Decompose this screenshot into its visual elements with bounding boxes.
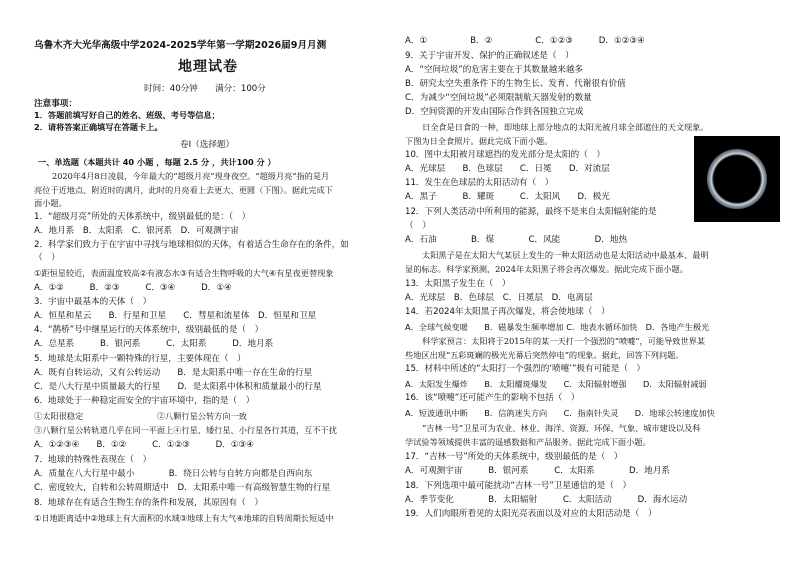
question-6: 6．地球处于一种稳定而安全的宇宙环境中，指的是（ ） xyxy=(34,396,255,406)
question-options: D．空间资源的开发由国际合作到各国独立完成 xyxy=(405,107,584,117)
question-6-items: ③八颗行星公转轨道几乎在同一平面上④行星、矮行星、小行星各行其道，互不干扰 xyxy=(34,425,337,435)
question-options: C．是八大行星中质量最大的行星 D．是太阳系中体积和质量最小的行星 xyxy=(34,382,322,392)
question-options: A．①②③④ B．①② C．①②③ D．①③④ xyxy=(34,440,254,450)
question-options: A．①② B．②③ C．③④ D．①④ xyxy=(34,283,232,293)
question-options: A．短波通讯中断 B．信鸽迷失方向 C．指南针失灵 D．地球公转速度加快 xyxy=(405,408,715,418)
volume-label: 卷Ⅰ（选择题） xyxy=(180,140,235,150)
passage-line: 面小题。 xyxy=(34,198,67,208)
question-options: A．光球层 B．色球层 C．日冕 D．对流层 xyxy=(405,164,610,174)
passage-line: “吉林一号”卫星可为农业、林业、海洋、资源、环保、气象、城市建设以及科 xyxy=(422,423,701,433)
question-options: A．质量在八大行星中最小 B．绕日公转与自转方向都是自西向东 xyxy=(34,469,313,479)
question-8-items: ①日地距离适中②地球上有大面积的水域③地球上有大气④地球的自转周期长短适中 xyxy=(34,513,334,523)
passage-line: 亮位于近地点、附近时的满月，此时的月亮看上去更大、更圆（下图）。据此完成下 xyxy=(34,185,333,195)
notice-item: 2．请将答案正确填写在答题卡上。 xyxy=(34,122,163,132)
section-heading: 一、单选题（本题共计 40 小题 ，每题 2.5 分 ，共计100 分 ） xyxy=(38,157,276,167)
question-options: A．恒星和星云 B．行星和卫星 C．彗星和流星体 D．恒星和卫星 xyxy=(34,311,317,321)
solar-eclipse-photo xyxy=(694,136,780,222)
passage-line: 下图为日全食照片。据此完成下面小题。 xyxy=(405,136,553,146)
question-2-blank: （ ） xyxy=(34,253,60,263)
time-score: 时间：40分钟 满分：100分 xyxy=(144,84,266,94)
question-options: A．黑子 B．耀斑 C．太阳风 D．极光 xyxy=(405,192,610,202)
passage-line: 太阳黑子是在太阳大气某层上发生的一种太阳活动也是太阳活动中最基本、最明 xyxy=(422,250,709,260)
passage-line: 2020年4月8日凌晨，今年最大的“超级月亮”现身夜空。“超级月亮”指的是月 xyxy=(52,171,330,181)
question-options: A．石油 B．煤 C．风能 D．地热 xyxy=(405,235,628,245)
question-2: 2．科学家们致力于在宇宙中寻找与地球相似的天体，有着适合生命存在的条件，如 xyxy=(34,240,349,250)
question-5: 5．地球是太阳系中一颗特殊的行星，主要体现在（ ） xyxy=(34,354,246,364)
passage-line: 显的标志。科学家预测，2024年太阳黑子将会再次爆发。据此完成下面小题。 xyxy=(405,264,688,274)
question-options: A．太阳发生爆炸 B．太阳耀斑爆发 C．太阳辐射增强 D．太阳辐射减弱 xyxy=(405,379,707,389)
question-15: 15．材料中所述的“太阳打一个强烈的‘喷嚏’”极有可能是（ ） xyxy=(405,364,646,374)
passage-line: 科学家预言：太阳将于2015年的某一天打一个强烈的“喷嚏”，可能导致世界某 xyxy=(422,336,706,346)
exam-header: 乌鲁木齐大光华高级中学2024-2025学年第一学期2026届9月月测 xyxy=(34,40,327,51)
question-options: C．为减少“空间垃圾”必须限制航天器发射的数量 xyxy=(405,93,592,103)
question-6-items: ①太阳很稳定 ②八颗行星公转方向一致 xyxy=(34,411,247,421)
question-11: 11．发生在色球层的太阳活动有（ ） xyxy=(405,178,554,188)
notice-heading: 注意事项： xyxy=(34,99,77,109)
question-options: A．季节变化 B．太阳辐射 C．太阳活动 D．海水运动 xyxy=(405,495,688,505)
question-options: A．总星系 B．银河系 C．太阳系 D．地月系 xyxy=(34,339,274,349)
question-1: 1．“超级月亮”所处的天体系统中，级别最低的是：（ ） xyxy=(34,212,251,222)
question-14: 14．若2024年太阳黑子再次爆发，将会使地球（ ） xyxy=(405,307,610,317)
passage-line: 日全食是日食的一种，即地球上部分地点的太阳光被月球全部遮住的天文现象。 xyxy=(422,122,709,132)
question-17: 17．“吉林一号”所处的天体系统中，级别最低的是（ ） xyxy=(405,452,623,462)
question-7: 7．地球的特殊性表现在（ ） xyxy=(34,455,152,465)
question-options: A．全球气候变暖 B．磁暴发生频率增加 C．地表水循环加快 D．各地产生极光 xyxy=(405,322,710,332)
question-options: B．研究太空失重条件下的生物生长、发育、代谢很有价值 xyxy=(405,79,626,89)
question-8: 8．地球存在有适合生物生存的条件和发展，其原因有（ ） xyxy=(34,498,263,508)
question-4: 4．“鹊桥”号中继星运行的天体系统中，级别最低的是（ ） xyxy=(34,325,264,335)
question-options: C．密度较大，自转和公转周期适中 D．太阳系中唯一有高级智慧生物的行星 xyxy=(34,483,331,493)
notice-item: 1．答题前填写好自己的姓名、班级、考号等信息； xyxy=(34,110,220,120)
exam-title: 地理试卷 xyxy=(178,59,238,75)
question-16: 16．该“喷嚏”还可能产生的影响不包括（ ） xyxy=(405,393,580,403)
question-options: A．既有自转运动，又有公转运动 B．是太阳系中唯一存在生命的行星 xyxy=(34,368,313,378)
question-9: 9．关于宇宙开发、保护的正确叙述是（ ） xyxy=(405,51,574,61)
question-18: 18．下列选项中最可能扰动“吉林一号”卫星通信的是（ ） xyxy=(405,481,632,491)
question-19: 19．人们肉眼所看见的太阳光亮表面以及对应的太阳活动是（ ） xyxy=(405,509,657,519)
passage-line: 学试验等领域提供丰富的遥感数据和产品服务。据此完成下面小题。 xyxy=(405,437,651,447)
question-2-items: ①距恒星较近，表面温度较高②有液态水③有适合生物呼吸的大气④有星夜更替现象 xyxy=(34,268,334,278)
question-12-blank: （ ） xyxy=(405,221,431,231)
question-10: 10．图中太阳被月球遮挡的发光部分是太阳的（ ） xyxy=(405,150,605,160)
passage-line: 些地区出现“五彩斑斓的极光光幕后突然停电”的现象。据此，回答下列问题。 xyxy=(405,350,684,360)
question-13: 13．太阳黑子发生在（ ） xyxy=(405,279,511,289)
question-options: A．可观测宇宙 B．银河系 C．太阳系 D．地月系 xyxy=(405,466,671,476)
question-options: A．① B．② C．①②③ D．①②③④ xyxy=(405,36,645,46)
question-3: 3．宇宙中最基本的天体（ ） xyxy=(34,297,152,307)
question-12: 12．下列人类活动中所利用的能源，最终不是来自太阳辐射能的是 xyxy=(405,207,657,217)
question-options: A．“空间垃圾”的危害主要在于其数量越来越多 xyxy=(405,65,584,75)
question-options: A．光球层 B．色球层 C．日冕层 D．电离层 xyxy=(405,293,593,303)
question-options: A．地月系 B．太阳系 C．银河系 D．可观测宇宙 xyxy=(34,226,239,236)
